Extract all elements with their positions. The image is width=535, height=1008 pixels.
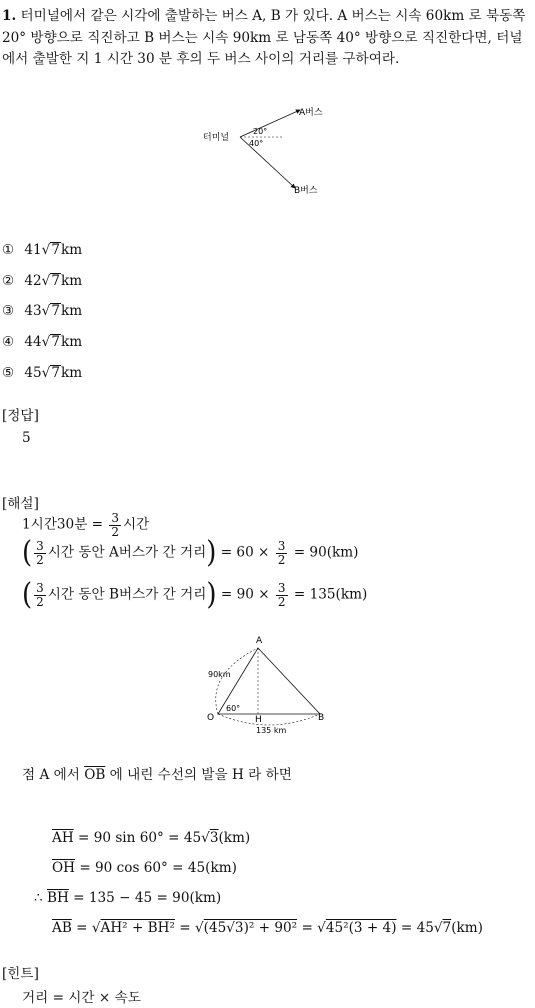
hint-text: 거리 = 시간 × 속도 — [22, 990, 141, 1006]
angle-b-label: 40° — [249, 139, 264, 148]
triangle-diagram — [200, 630, 340, 740]
choice-coefficient: 42 — [24, 273, 42, 289]
answer-value: 5 — [22, 430, 31, 446]
choice-coefficient: 44 — [24, 334, 42, 350]
choice-unit: km — [60, 303, 83, 319]
sqrt-symbol: √7 — [41, 334, 60, 350]
direction-diagram — [195, 100, 345, 200]
bus-a-label: A버스 — [299, 108, 323, 118]
choice-5[interactable] — [2, 365, 82, 381]
choice-number: ② — [2, 273, 15, 289]
choice-4[interactable] — [2, 334, 82, 350]
choice-number: ⑤ — [2, 365, 15, 381]
problem-text: 터미널에서 같은 시각에 출발하는 버스 A, B 가 있다. A 버스는 시속 60km 로 북동쪽 20° 방향으로 직진하고 B 버스는 시속 90km 로 남동쪽 40° 방향으로 직진한다면, 터널에서 출발한 지 1 시간 30 분 후의 두 버스 사이의 거리를 구하여라. — [2, 8, 526, 67]
explanation-line-1: 1시간30분 = $\frac{3}{2}$ 시간 — [22, 511, 150, 539]
equation-bh: ∴ $\overline{BH} = 135 - 45 = 90(km)$ — [34, 890, 222, 906]
explanation-heading: [해설] — [2, 496, 39, 512]
distance-ob-label: 135 km — [256, 726, 287, 735]
choice-number: ① — [2, 242, 15, 258]
choice-3[interactable] — [2, 303, 82, 319]
vertex-b-label: B — [318, 713, 325, 723]
choice-unit: km — [60, 365, 83, 381]
choice-unit: km — [60, 242, 83, 258]
problem-statement — [2, 6, 532, 71]
choice-coefficient: 45 — [24, 365, 42, 381]
equation-ab: $\overline{AB} = √AH^2 + BH^2 = √(45√3)^2 + 90^2 = √45^2(3 + 4) = 45√7(km)$ — [52, 920, 483, 936]
hint-heading: [힌트] — [2, 966, 39, 982]
choice-1[interactable] — [2, 242, 82, 258]
sqrt-symbol: √7 — [41, 242, 60, 258]
sqrt-symbol: √7 — [41, 303, 60, 319]
sqrt-symbol: √7 — [41, 365, 60, 381]
bus-a-arrow — [240, 110, 300, 137]
choice-number: ③ — [2, 303, 15, 319]
choice-unit: km — [60, 273, 83, 289]
choice-coefficient: 41 — [24, 242, 42, 258]
vertex-a-label: A — [256, 636, 263, 646]
problem-number: 1. — [2, 8, 17, 24]
sqrt-symbol: √7 — [41, 273, 60, 289]
terminal-label: 터미널 — [203, 133, 230, 143]
choice-2[interactable] — [2, 273, 82, 289]
choice-coefficient: 43 — [24, 303, 42, 319]
perpendicular-sentence: 점 A 에서 $\overline{OB}$ 에 내린 수선의 발을 H 라 하면 — [22, 767, 292, 783]
angle-60-label: 60° — [226, 704, 241, 713]
equation-ah: $\overline{AH} = 90$ sin 60° = 45√3(km) — [52, 830, 251, 846]
foot-h-label: H — [255, 715, 262, 725]
explanation-line-3: ( $\frac{3}{2}$ 시간 동안 B버스가 간 거리) = 90 × $\frac{3}{2}$ = 135(km) — [22, 577, 368, 613]
distance-oa-label: 90km — [208, 670, 231, 679]
answer-heading: [정답] — [2, 408, 39, 424]
brace-ob — [218, 714, 320, 725]
choice-number: ④ — [2, 334, 15, 350]
fraction-three-halves: $\frac{3}{2}$ — [111, 511, 120, 539]
choice-unit: km — [60, 334, 83, 350]
equation-oh: $\overline{OH} = 90$ cos 60° = 45(km) — [52, 860, 237, 876]
vertex-o-label: O — [207, 713, 215, 723]
angle-a-label: 20° — [253, 127, 268, 136]
bus-b-label: B버스 — [294, 186, 318, 196]
explanation-line-2: ( $\frac{3}{2}$ 시간 동안 A버스가 간 거리) = 60 × $\frac{3}{2}$ = 90(km) — [22, 535, 359, 571]
